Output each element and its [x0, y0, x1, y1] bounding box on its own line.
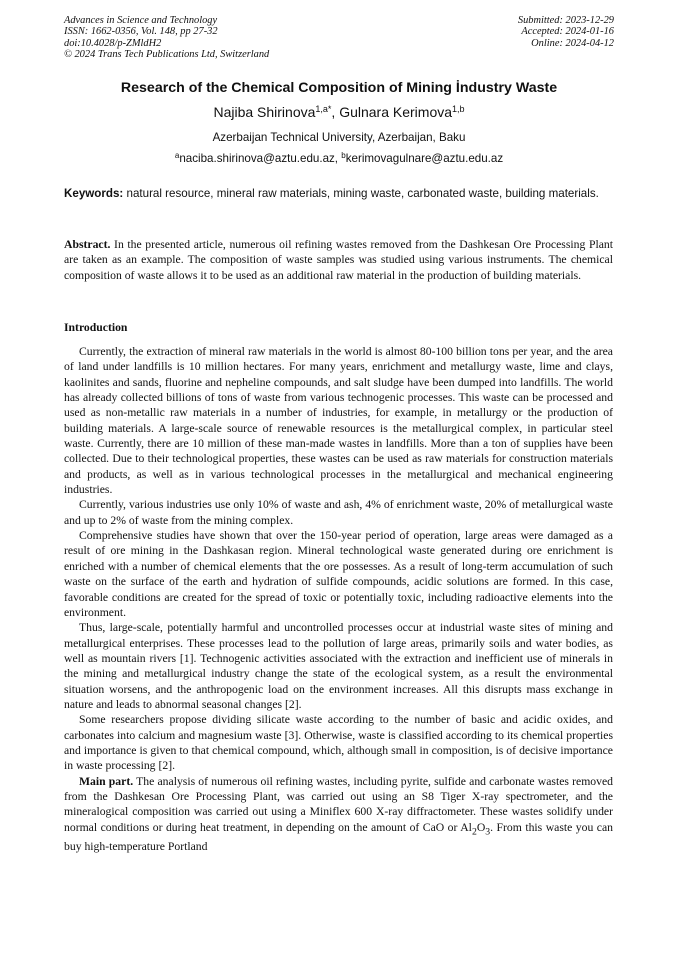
main-part-text: The analysis of numerous oil refining wastes, including pyrite, sulfide and carbonate wastes removed from the Dashkesan Ore Processing Plant, was carried out using an S8 Tiger X-ray spectrometer, and the mineralogical composition was carried out using a Miniflex 600 X-ray diffractometer. These wastes solidify under normal conditions or during heat treatment, in depending on the amount of CaO or Al [64, 774, 614, 834]
body-text [64, 344, 613, 855]
paragraph: Comprehensive studies have shown that over the 150-year period of operation, large areas were damaged as a result of ore mining in the Dashkasan region. Mineral technological waste generated during ore enrichment is enriched with a number of chemical elements that the ore possesses. As a result of long-term accumulation of such waste on the surface of the earth and hydration of sulfide compounds, acidic solutions are formed. In this case, favorable conditions are created for the spread of toxic or potentially toxic, including radioactive elements into the environment. [64, 529, 613, 619]
affiliation: Azerbaijan Technical University, Azerbaijan, Baku [212, 131, 466, 144]
author-emails [0, 152, 678, 165]
formula-subscript: 3 [485, 825, 491, 837]
accepted-date: Accepted: 2024-01-16 [521, 26, 614, 38]
formula-oxygen: O [476, 820, 486, 834]
author-2-name: Gulnara Kerimova [339, 104, 453, 120]
keywords-label: Keywords: [64, 187, 124, 200]
author-1-name: Najiba Shirinova [213, 104, 316, 120]
author-2-affiliation-mark: 1,b [452, 104, 465, 114]
abstract [64, 237, 613, 283]
paragraph: Thus, large-scale, potentially harmful and uncontrolled processes occur at industrial waste sites of mining and metallurgical enterprises. These processes lead to the pollution of large areas, primarily soils and water bodies, as well as mountain rivers [1]. Technogenic activities associated with the extraction and inefficient use of minerals in the mining and metallurgical industry change the state of the ecological system, as a result the environmental situation worsens, and the anthropogenic load on the environment increases. All this disrupts mass exchange in nature and leads to abnormal seasonal changes [2]. [64, 621, 613, 711]
email-b[interactable]: kerimovagulnare@aztu.edu.az [345, 152, 504, 165]
main-part-label: Main part. [79, 774, 134, 788]
keywords [64, 186, 613, 201]
email-a-mark: a [174, 151, 180, 160]
email-b-mark: b [341, 151, 346, 160]
author-separator: , [331, 104, 340, 120]
author-1-affiliation-mark: 1,a* [315, 104, 332, 114]
abstract-text: In the presented article, numerous oil refining wastes removed from the Dashkesan Ore Processing Plant are taken as an example. The composition of waste samples was studied using various instruments. The chemical composition of waste allows it to be used as an additional raw material in the production of building materials. [64, 238, 613, 282]
formula-subscript: 2 [471, 825, 477, 837]
main-part-paragraph [64, 774, 613, 855]
paper-title: Research of the Chemical Composition of Mining İndustry Waste [120, 80, 558, 96]
paragraph: Currently, the extraction of mineral raw materials in the world is almost 80-100 billion tons per year, and the area of land under landfills is 10 million hectares. For many years, enrichment and metallurgy waste, lime and clays, kaolinites and sands, fluorine and nepheline compounds, and salt sludge have been dumped into landfills. The world has already collected billions of tons of waste from various technogenic processes. This waste can be processed and used as non-metallic raw materials in a number of industries, for example, in metallurgy or the production of building materials. A large-scale source of renewable resources is the metallurgical complex, in particular steel waste. Currently, there are 10 million of these man-made wastes in landfills. More than a ton of supplies have been collected. Due to their technological properties, these wastes can be used as raw materials for construction materials and products, as well as in various technological processes in the metallurgical and mechanical engineering industries. [64, 345, 613, 497]
paragraph: Currently, various industries use only 10% of waste and ash, 4% of enrichment waste, 20% of metallurgical waste and up to 2% of waste from the mining complex. [64, 498, 613, 527]
doi-line: doi:10.4028/p-ZMldH2 [64, 37, 162, 49]
online-date: Online: 2024-04-12 [531, 37, 614, 49]
submitted-date: Submitted: 2023-12-29 [517, 15, 614, 26]
journal-name: Advances in Science and Technology [64, 15, 218, 26]
publication-dates [518, 15, 614, 49]
introduction-heading: Introduction [64, 321, 128, 334]
issn-line: ISSN: 1662-0356, Vol. 148, pp 27-32 [64, 26, 218, 38]
email-a[interactable]: naciba.shirinova@aztu.edu.az, [179, 152, 342, 165]
author-line [0, 104, 678, 120]
keywords-text: natural resource, mineral raw materials, mining waste, carbonated waste, building materials. [123, 187, 599, 200]
journal-info [64, 15, 269, 61]
copyright-line: © 2024 Trans Tech Publications Ltd, Switzerland [64, 49, 270, 61]
paragraph: Some researchers propose dividing silicate waste according to the number of basic and acidic oxides, and carbonates into calcium and magnesium waste [3]. Otherwise, waste is classified according to its chemical properties and importance is given to that chemical compound, which, although small in composition, is of decisive importance in waste processing [2]. [64, 713, 613, 773]
main-part-tail: . From this waste you can buy high-temperature Portland [64, 820, 614, 854]
abstract-label: Abstract. [64, 238, 111, 251]
